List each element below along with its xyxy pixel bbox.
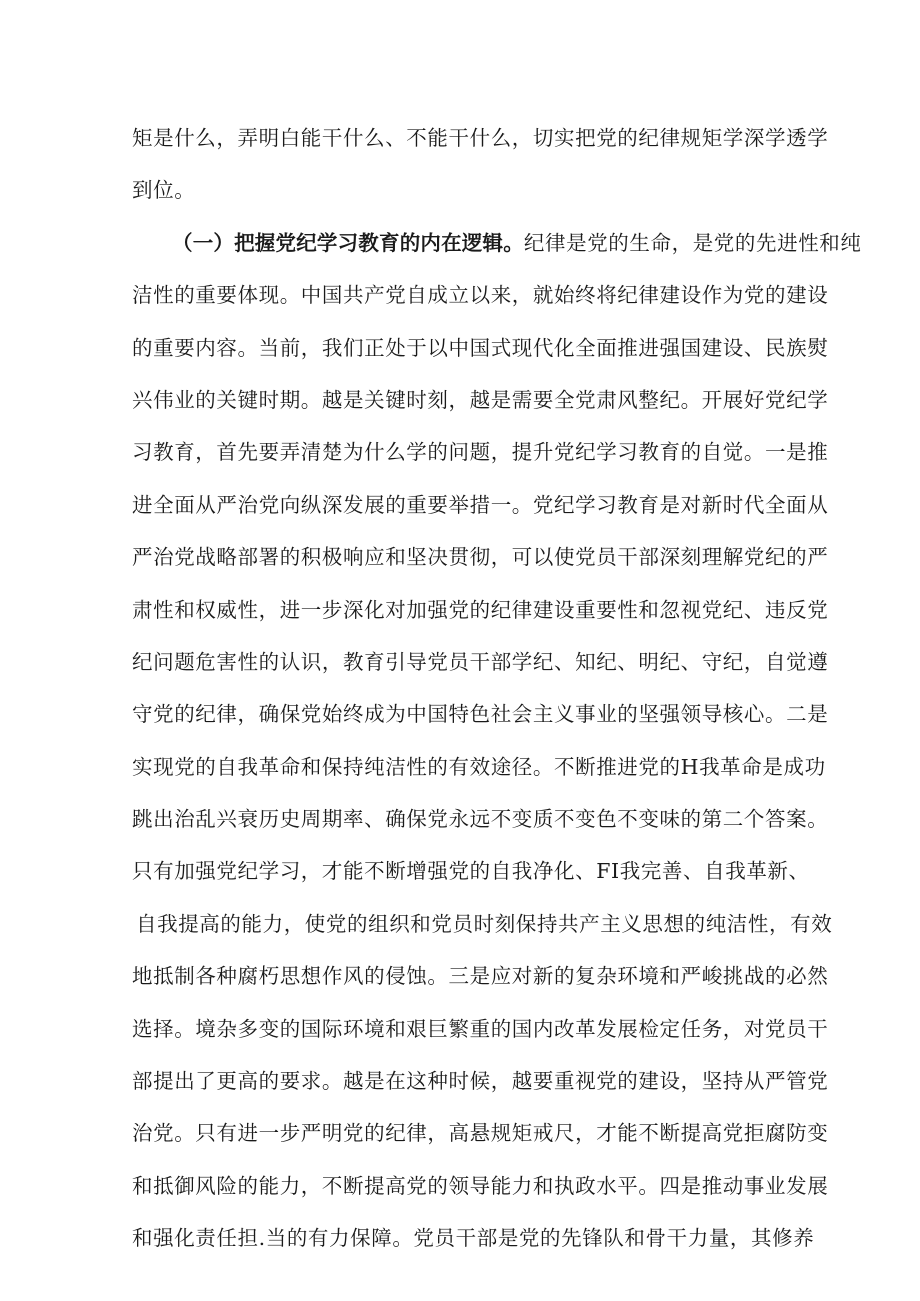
text-line: 肃性和权威性，进一步深化对加强党的纪律建设重要性和忽视党纪、违反党 — [132, 597, 829, 622]
text-line: 习教育，首先要弄清楚为什么学的问题，提升党纪学习教育的自觉。一是推 — [132, 440, 829, 465]
text-line: 的重要内容。当前，我们正处于以中国式现代化全面推进强国建设、民族熨 — [132, 335, 829, 360]
text-line: 兴伟业的关键时期。越是关键时刻，越是需要全党肃风整纪。开展好党纪学 — [132, 387, 829, 412]
section-line — [132, 217, 862, 269]
text-line: 跳出治乱兴衰历史周期率、确保党永远不变质不变色不变味的第二个答案。 — [132, 807, 829, 832]
text-line: 洁性的重要体现。中国共产党自成立以来，就始终将纪律建设作为党的建设 — [132, 283, 829, 308]
text-line: 选择。境杂多变的国际环境和艰巨繁重的国内改革发展检定任务，对党员干 — [132, 1016, 829, 1041]
text-line: 地抵制各种腐朽思想作风的侵蚀。三是应对新的复杂环境和严峻挑战的必然 — [132, 964, 829, 989]
text-line: 进全面从严治党向纵深发展的重要举措一。党纪学习教育是对新时代全面从 — [132, 492, 829, 517]
text-line: 自我提高的能力，使党的组织和党员时刻保持共产主义思想的纯洁性，有效 — [136, 911, 833, 936]
body-text — [132, 112, 862, 1265]
text-line: 矩是什么，弄明白能干什么、不能干什么，切实把党的纪律规矩学深学透学 — [132, 126, 829, 150]
text-line: 到位。 — [132, 178, 196, 203]
text-line: 部提出了更高的要求。越是在这种时候，越要重视党的建设，坚持从严管党 — [132, 1069, 829, 1094]
text-line: 和强化责任担.当的有力保障。党员干部是党的先锋队和骨干力量，其修养 — [132, 1226, 815, 1251]
text-line: 只有加强党纪学习，才能不断增强党的自我净化、FI我完善、自我革新、 — [132, 859, 810, 884]
text-line: 治党。只有进一步严明党的纪律，高悬规矩戒尺，才能不断提高党拒腐防变 — [132, 1121, 829, 1146]
text-line: 守党的纪律，确保党始终成为中国特色社会主义事业的坚强领导核心。二是 — [132, 702, 829, 727]
text-line: 纪问题危害性的认识，教育引导党员干部学纪、知纪、明纪、守纪，自觉遵 — [132, 649, 829, 674]
text-line: 严治党战略部署的积极响应和坚决贯彻，可以使党员干部深刻理解党纪的严 — [132, 545, 829, 570]
section-intro: 纪律是党的生命，是党的先进性和纯 — [523, 230, 862, 255]
section-heading: （一）把握党纪学习教育的内在逻辑。 — [172, 230, 524, 255]
text-line: 和抵御风险的能力，不断提高党的领导能力和执政水平。四是推动事业发展 — [132, 1173, 829, 1198]
text-line: 实现党的自我革命和保持纯洁性的有效途径。不断推进党的H我革命是成功 — [132, 754, 826, 779]
